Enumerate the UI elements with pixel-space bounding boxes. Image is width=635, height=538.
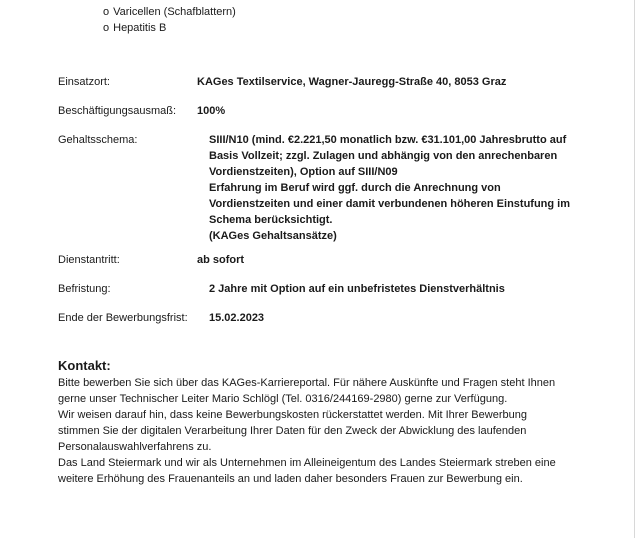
detail-value: 15.02.2023 xyxy=(209,312,265,324)
list-item-text: Hepatitis B xyxy=(113,22,167,34)
detail-label: Gehaltsschema: xyxy=(58,134,138,146)
contact-line: weitere Erhöhung des Frauenanteils an und laden daher besonders Frauen zur Bewerbung ein. xyxy=(58,473,523,485)
detail-label: Befristung: xyxy=(58,283,111,295)
detail-value xyxy=(209,132,570,244)
contact-heading: Kontakt: xyxy=(58,358,111,373)
contact-line: Bitte bewerben Sie sich über das KAGes-Karriereportal. Für nähere Auskünfte und Fragen steht Ihnen xyxy=(58,377,556,389)
list-item-text: Varicellen (Schafblattern) xyxy=(113,6,236,18)
detail-label: Einsatzort: xyxy=(58,76,110,88)
detail-label: Beschäftigungsausmaß: xyxy=(58,105,177,117)
contact-line: Wir weisen darauf hin, dass keine Bewerbungskosten rückerstattet werden. Mit Ihrer Bewerbung xyxy=(58,409,527,421)
bullet-list xyxy=(103,4,236,36)
detail-value: 100% xyxy=(197,105,226,117)
contact-body xyxy=(58,375,618,487)
detail-value-line: Erfahrung im Beruf wird ggf. durch die Anrechnung von xyxy=(209,182,501,194)
detail-value: 2 Jahre mit Option auf ein unbefristetes Dienstverhältnis xyxy=(209,283,505,295)
detail-value-line: Vordienstzeiten und einer damit verbundenen höheren Einstufung im xyxy=(209,198,570,210)
detail-value-line: SIII/N10 (mind. €2.221,50 monatlich bzw. €31.101,00 Jahresbrutto auf xyxy=(209,134,567,146)
detail-value-line: (KAGes Gehaltsansätze) xyxy=(209,230,337,242)
list-item xyxy=(103,20,236,36)
detail-label: Dienstantritt: xyxy=(58,254,120,266)
detail-label: Ende der Bewerbungsfrist: xyxy=(58,312,188,324)
bullet-marker: o xyxy=(103,22,110,34)
detail-value-line: Basis Vollzeit; zzgl. Zulagen und abhängig von den anrechenbaren xyxy=(209,150,558,162)
list-item xyxy=(103,4,236,20)
detail-value: KAGes Textilservice, Wagner-Jauregg-Straße 40, 8053 Graz xyxy=(197,76,507,88)
detail-value-line: Schema berücksichtigt. xyxy=(209,214,333,226)
contact-line: Personalauswahlverfahrens zu. xyxy=(58,441,212,453)
contact-line: gerne unser Technischer Leiter Mario Schlögl (Tel. 0316/244169-2980) gerne zur Verfügung. xyxy=(58,393,508,405)
detail-value: ab sofort xyxy=(197,254,245,266)
contact-line: stimmen Sie der digitalen Verarbeitung Ihrer Daten für den Zweck der Abwicklung des laufenden xyxy=(58,425,527,437)
bullet-marker: o xyxy=(103,6,110,18)
detail-value-line: Vordienstzeiten), Option auf SIII/N09 xyxy=(209,166,398,178)
contact-line: Das Land Steiermark und wir als Unternehmen im Alleineigentum des Landes Steiermark streben eine xyxy=(58,457,556,469)
